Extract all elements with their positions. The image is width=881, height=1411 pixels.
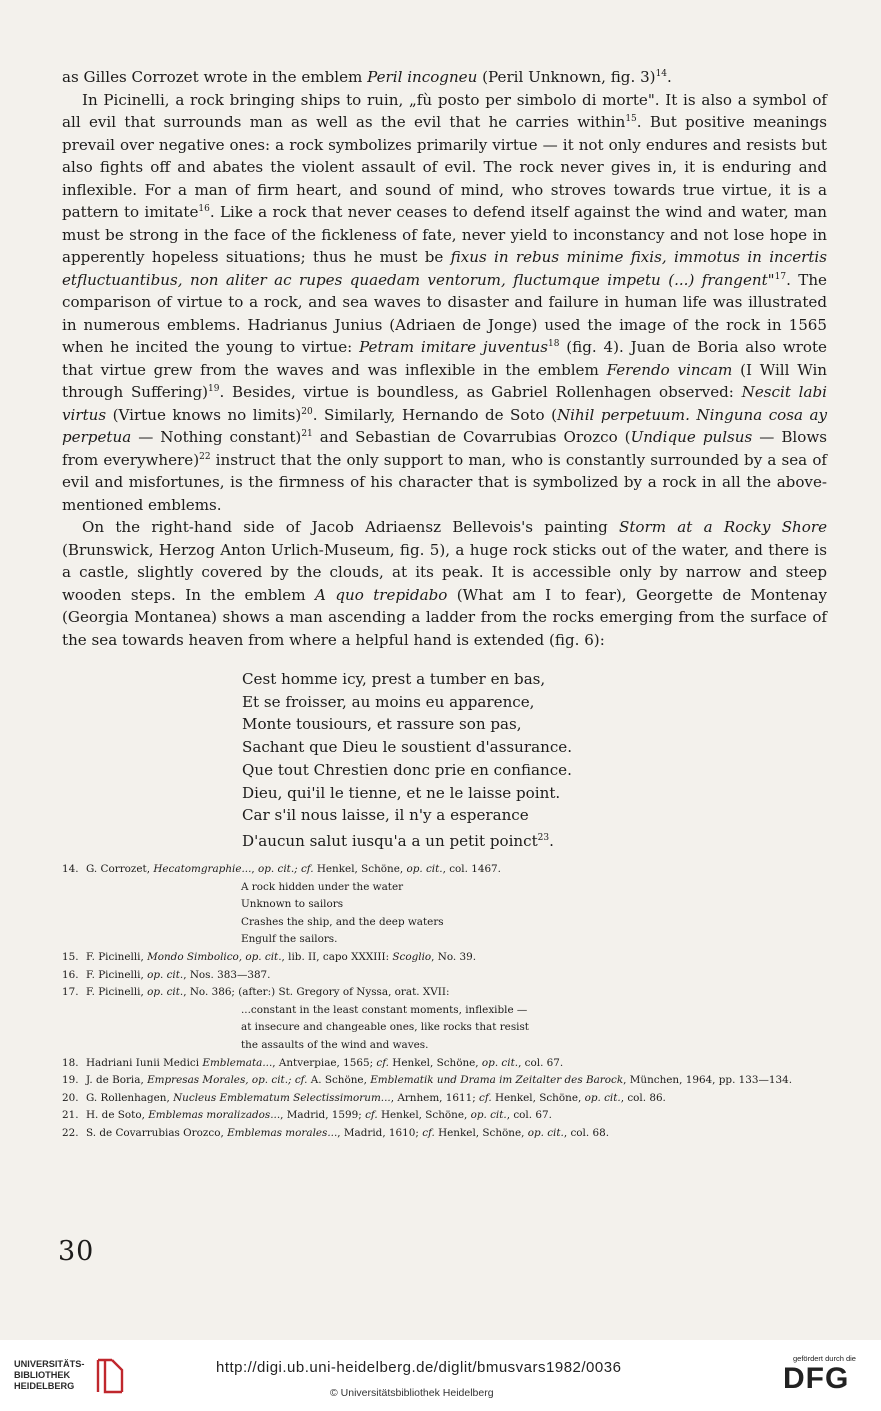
text-run: . Besides, virtue is boundless, as Gabriel Rollenhagen observed: — [219, 383, 742, 401]
footnote — [62, 1072, 827, 1090]
text-run: S. de Covarrubias Orozco, — [86, 1126, 228, 1139]
italic-text: cf. — [422, 1126, 435, 1139]
footnote-number: 21. — [62, 1109, 79, 1122]
footnote — [62, 1107, 827, 1125]
italic-text: Hecatomgraphie... — [153, 863, 252, 875]
text-run: . Like a rock that never ceases to defend itself against the wind and water, man must be strong in the face of the fickleness of fate, never yield to inconstancy and not lose hope in apperently hopeless situations; thus he must be — [62, 203, 827, 266]
library-name-line: BIBLIOTHEK — [14, 1370, 71, 1380]
footer-bar — [0, 1340, 881, 1411]
permalink-url[interactable]: http://digi.ub.uni-heidelberg.de/diglit/bmusvars1982/0036 — [216, 1359, 622, 1376]
footnote-text — [86, 1072, 827, 1090]
text-run: Hadriani Iunii Medici — [86, 1056, 203, 1069]
text-run: (Virtue knows no limits) — [106, 405, 302, 424]
text-run: (fig. 4). Juan de Boria also wrote that virtue grew from the waves and was inflexible in the emblem — [62, 338, 827, 379]
italic-text: Mondo Simbolico, op. cit. — [147, 950, 282, 963]
italic-text: Nucleus Emblematum Selectissimorum... — [173, 1091, 391, 1104]
text-run: Henkel, Schöne, — [377, 1109, 471, 1122]
dfg-wordmark: DFG — [783, 1362, 850, 1395]
poem-line: Car s'il nous laisse, il n'y a esperance — [242, 806, 529, 825]
text-run: A. Schöne, — [307, 1074, 371, 1087]
text-run: , No. 39. — [431, 950, 477, 963]
quote-line: A rock hidden under the water — [241, 880, 404, 893]
footnote — [62, 984, 827, 1002]
italic-text: fixus in rebus minime fixis, immotus in incertis etfluctuantibus, non aliter ac rupes quaedam ventorum, fluctumque impetu (...) frangent" — [62, 248, 827, 289]
quote-line: ...constant in the least constant moments, inflexible — — [241, 1003, 528, 1016]
text-run: . — [667, 68, 672, 86]
italic-text: Nihil perpetuum. Ninguna cosa ay perpetua — [62, 405, 827, 446]
text-run: , Madrid, 1599; — [280, 1109, 366, 1122]
footnote-ref: 17 — [774, 271, 787, 282]
text-run: J. de Boria, — [86, 1074, 148, 1087]
quote-line: Engulf the sailors. — [241, 933, 338, 946]
footnote-ref: 23 — [537, 832, 550, 843]
text-run: , No. 386; (after:) St. Gregory of Nyssa, orat. XVII: — [183, 986, 450, 999]
text-run: , col. 86. — [620, 1091, 666, 1104]
text-run: In Picinelli, a rock bringing ships to ruin, „fù posto per simbolo di morte". It is also a symbol of all evil that surrounds man as well as the evil that he carries within — [62, 90, 827, 131]
footnote — [62, 949, 827, 967]
footnote-ref: 19 — [208, 383, 220, 394]
footnote — [62, 1125, 827, 1143]
footnote-number: 14. — [62, 863, 79, 875]
funding-note: gefördert durch die — [793, 1354, 856, 1363]
text-run: , col. 68. — [563, 1126, 609, 1139]
footnote — [62, 1090, 827, 1108]
text-run: (What am I to fear), Georgette de Montenay (Georgia Montanea) shows a man ascending a ladder from the rocks emerging from the surface of the sea towards heaven from where a helpful hand is extended (fig. 6): — [62, 585, 827, 649]
text-run: F. Picinelli, — [86, 950, 148, 963]
footnote-number: 22. — [62, 1126, 79, 1139]
footnote-text — [86, 1090, 827, 1108]
italic-text: cf. — [365, 1109, 378, 1122]
italic-text: op. cit. — [584, 1091, 621, 1104]
italic-text: op. cit. — [147, 986, 184, 999]
poem-line: Sachant que Dieu le soustient d'assurance. — [242, 738, 572, 757]
footnote-text — [86, 1125, 827, 1143]
text-run: On the right-hand side of Jacob Adriaensz Bellevois's painting — [82, 518, 620, 536]
text-run: , Nos. 383—387. — [183, 968, 271, 981]
footnote-ref: 21 — [301, 428, 313, 439]
footnote — [62, 1055, 827, 1073]
text-run: as Gilles Corrozet wrote in the emblem — [62, 68, 368, 86]
text-run: , München, 1964, pp. 133—134. — [623, 1074, 793, 1087]
footnote-ref: 16 — [198, 203, 210, 214]
italic-text: op. cit. — [406, 863, 443, 875]
library-name-line: HEIDELBERG — [14, 1381, 75, 1391]
italic-text: A quo trepidabo — [314, 585, 448, 604]
text-run: , — [251, 863, 258, 875]
text-run: H. de Soto, — [86, 1109, 149, 1122]
text-run: , Madrid, 1610; — [337, 1126, 423, 1139]
quote-line: Crashes the ship, and the deep waters — [241, 915, 444, 928]
text-run: G. Corrozet, — [86, 863, 154, 875]
text-run: , Antverpiae, 1565; — [272, 1056, 377, 1069]
poem-line: Et se froisser, au moins eu apparence, — [242, 692, 535, 711]
text-run: , col. 1467. — [442, 863, 501, 875]
paragraph — [62, 516, 827, 651]
footnote-text — [86, 967, 827, 985]
poem-line-text: D'aucun salut iusqu'a a un petit poinct — [242, 831, 538, 850]
text-run: Henkel, Schöne, — [434, 1126, 528, 1139]
text-run: instruct that the only support to man, who is constantly surrounded by a sea of evil and misfortunes, is the firmness of his character that is symbolized by a rock in all the above-mentioned emblems. — [62, 450, 827, 514]
library-logo[interactable] — [14, 1356, 136, 1396]
footnote-ref: 20 — [301, 406, 313, 417]
footnote-quote — [62, 1002, 827, 1055]
footnote-text — [86, 861, 827, 879]
paragraph — [62, 89, 827, 517]
footnote-text — [86, 1055, 827, 1073]
italic-text: Peril incogneu — [367, 68, 478, 86]
quote-line: at insecure and changeable ones, like rocks that resist — [241, 1021, 529, 1034]
poem-line: Monte tousiours, et rassure son pas, — [242, 715, 522, 734]
footnote-ref: 15 — [625, 113, 637, 124]
italic-text: op. cit. — [481, 1056, 519, 1069]
text-run: , Arnhem, 1611; — [390, 1091, 480, 1104]
library-name-line: UNIVERSITÄTS- — [14, 1359, 85, 1369]
copyright-notice: © Universitätsbibliothek Heidelberg — [330, 1387, 494, 1399]
italic-text: op. cit. — [527, 1126, 564, 1139]
footnote-ref: 22 — [199, 451, 211, 462]
text-run: , lib. II, capo XXXIII: — [281, 950, 393, 963]
text-run: . Similarly, Hernando de Soto ( — [312, 405, 557, 424]
text-run: G. Rollenhagen, — [86, 1091, 174, 1104]
poem — [242, 668, 662, 853]
footnote-text — [86, 949, 827, 967]
text-run: (Peril Unknown, fig. 3) — [477, 68, 656, 86]
footnote-number: 18. — [62, 1056, 79, 1069]
poem-line: Cest homme icy, prest a tumber en bas, — [242, 670, 546, 688]
footnote-number: 19. — [62, 1074, 79, 1087]
poem-line: Que tout Chrestien donc prie en confiance. — [242, 760, 572, 779]
text-run: . The comparison of virtue to a rock, and sea waves to disaster and failure in human life was illustrated in numerous emblems. Hadrianus Junius (Adriaen de Jonge) used the image of the rock in 1565 when he incited the young to virtue: — [62, 270, 827, 356]
italic-text: op. cit.; cf. — [258, 863, 314, 875]
body-text — [62, 66, 827, 651]
library-name — [14, 1359, 84, 1392]
text-run: Henkel, Schöne, — [491, 1091, 585, 1104]
text-run: (I Will Win through Suffering) — [62, 360, 827, 401]
text-run: and Sebastian de Covarrubias Orozco ( — [312, 428, 631, 446]
text-run: Henkel, Schöne, — [313, 863, 407, 875]
text-run: (Brunswick, Herzog Anton Urlich-Museum, fig. 5), a huge rock sticks out of the water, and there is a castle, slightly covered by the clouds, at its peak. It is accessible only by narrow and steep wooden steps. In the emblem — [62, 540, 827, 604]
text-run: F. Picinelli, — [86, 968, 148, 981]
footnote-quote — [62, 879, 827, 949]
text-run: — Blows from everywhere) — [62, 428, 827, 469]
footnote-text — [86, 984, 827, 1002]
footnote-number: 16. — [62, 968, 79, 981]
italic-text: Petram imitare juventus — [359, 338, 548, 356]
footnote-ref: 18 — [547, 338, 560, 349]
italic-text: Ferendo vincam — [606, 360, 733, 379]
poem-line: Dieu, qui'il le tienne, et ne le laisse point. — [242, 783, 561, 802]
footnote-number: 15. — [62, 950, 79, 963]
footnote — [62, 967, 827, 985]
italic-text: Storm at a Rocky Shore — [619, 518, 828, 536]
italic-text: Empresas Morales, op. cit.; cf. — [147, 1074, 308, 1087]
dfg-logo[interactable] — [783, 1354, 869, 1398]
text-run: Henkel, Schöne, — [389, 1056, 482, 1069]
italic-text: op. cit. — [147, 968, 184, 981]
text-run: . But positive meanings prevail over negative ones: a rock symbolizes primarily virtue — it not only endures and resists but also fights off and abates the violent assault of evil. The rock never gives in, it is enduring and inflexible. For a man of firm heart, and sound of mind, who stroves towards true virtue, it is a pattern to imitate — [62, 113, 827, 221]
italic-text: Undique pulsus — [630, 428, 753, 446]
italic-text: Emblemas morales... — [227, 1126, 338, 1139]
italic-text: cf. — [479, 1091, 492, 1104]
paragraph — [62, 66, 827, 89]
footnote-number: 17. — [62, 986, 79, 999]
text-run: F. Picinelli, — [86, 986, 148, 999]
footnote-text — [86, 1107, 827, 1125]
text-run: — Nothing constant) — [131, 428, 302, 446]
quote-line: the assaults of the wind and waves. — [241, 1038, 429, 1051]
italic-text: Emblemas moralizados... — [148, 1109, 281, 1122]
library-mark-icon — [92, 1356, 136, 1396]
italic-text: op. cit. — [470, 1109, 507, 1122]
text-run: , col. 67. — [518, 1056, 564, 1069]
text-run: , col. 67. — [506, 1109, 552, 1122]
footnote — [62, 861, 827, 879]
poem-line: D'aucun salut iusqu'a a un petit poinct$^{23}$. — [242, 831, 554, 850]
page-number: 30 — [58, 1236, 95, 1267]
italic-text: Emblematik und Drama im Zeitalter des Barock — [370, 1074, 624, 1087]
footnotes — [62, 861, 827, 1143]
footnote-ref: 14 — [655, 68, 668, 79]
italic-text: Scoglio — [392, 950, 432, 963]
italic-text: Nescit labi virtus — [62, 383, 827, 424]
quote-line: Unknown to sailors — [241, 898, 344, 911]
italic-text: Emblemata... — [202, 1056, 273, 1069]
italic-text: cf. — [376, 1056, 389, 1069]
footnote-number: 20. — [62, 1091, 79, 1104]
